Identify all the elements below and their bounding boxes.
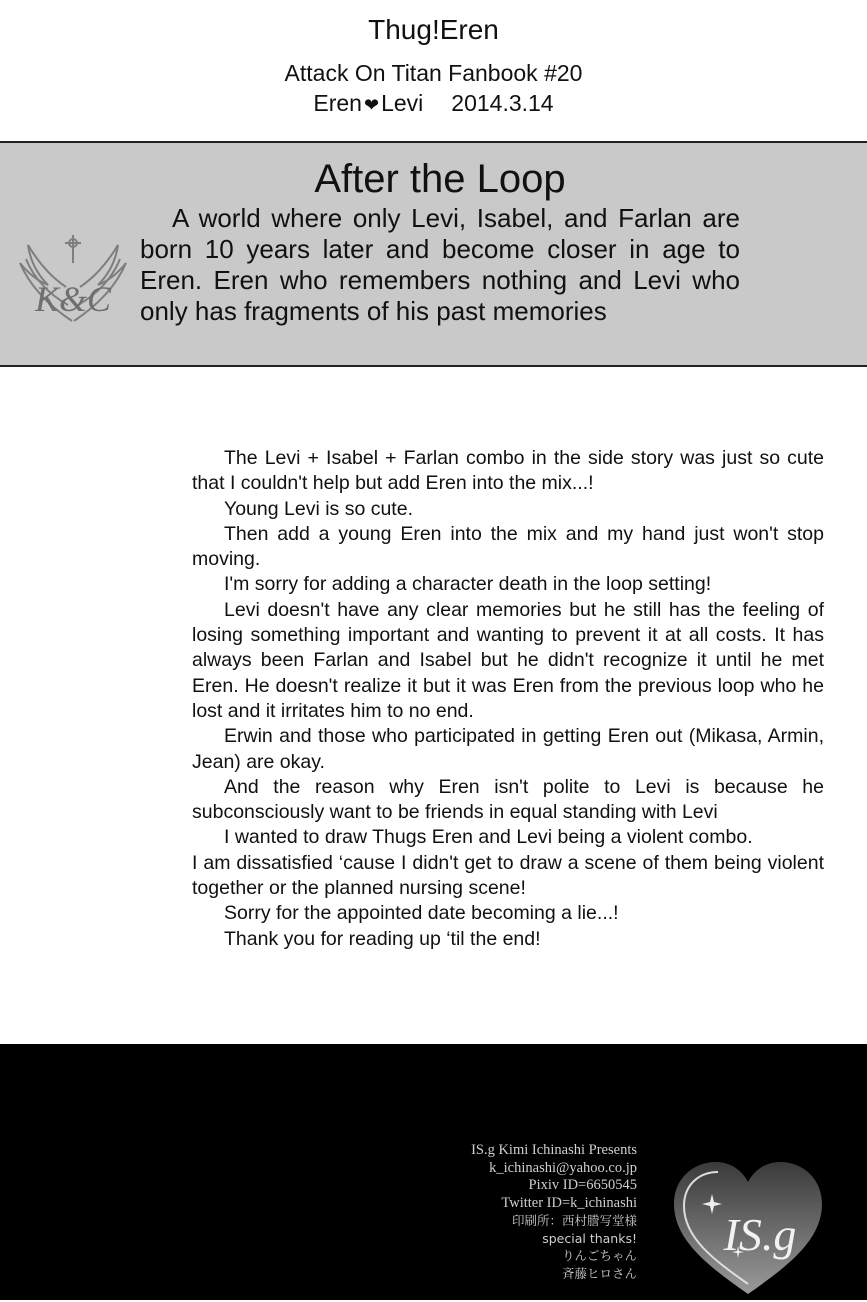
afterword-paragraph: Then add a young Eren into the mix and my hand just won't stop moving.: [192, 522, 824, 571]
isg-heart-logo-icon: [668, 1154, 828, 1302]
special-thanks-name: りんごちゃん: [561, 1248, 637, 1263]
pairing-left: Eren: [313, 90, 362, 116]
kc-emblem-icon: [14, 229, 132, 339]
credit-line: IS.g Kimi Ichinashi Presents: [471, 1142, 637, 1158]
book-subtitle: Attack On Titan Fanbook #20: [284, 60, 583, 86]
book-title: Thug!Eren: [368, 14, 499, 45]
credit-printer: 印刷所：西村謄写堂様: [511, 1213, 637, 1228]
afterword-text: [192, 446, 824, 952]
synopsis-text: [140, 203, 740, 327]
release-date: 2014.3.14: [451, 90, 554, 116]
heart-icon: ❤: [363, 95, 380, 115]
colophon-credits: [471, 1142, 637, 1282]
synopsis-band: [0, 141, 867, 367]
special-thanks-name: 斉藤ヒロさん: [561, 1265, 637, 1281]
afterword-paragraph: And the reason why Eren isn't polite to Levi is because he subconsciously want to be friends in equal standing with Levi: [192, 775, 824, 824]
synopsis-title: After the Loop: [314, 157, 566, 201]
special-thanks-label: special thanks!: [542, 1230, 637, 1246]
credit-pixiv: Pixiv ID=6650545: [528, 1177, 637, 1193]
afterword-paragraph: Levi doesn't have any clear memories but he still has the feeling of losing something important and wanting to prevent it at all costs. It has always been Farlan and Isabel but he didn't recognize it until he met Eren. He doesn't realize it but it was Eren from the previous loop who he lost and it irritates him to no end.: [192, 598, 824, 722]
colophon-footer: [0, 1044, 867, 1300]
afterword-paragraph: The Levi + Isabel + Farlan combo in the side story was just so cute that I couldn't help but add Eren into the mix...!: [192, 447, 824, 495]
credit-email: k_ichinashi@yahoo.co.jp: [489, 1159, 637, 1176]
logo-text: IS.g: [723, 1209, 797, 1260]
afterword-paragraph: I wanted to draw Thugs Eren and Levi being a violent combo.: [224, 826, 753, 849]
synopsis-paragraph: A world where only Levi, Isabel, and Farlan are born 10 years later and become closer in age to Eren. Eren who remembers nothing and Levi who only has fragments of his past memories: [140, 203, 740, 326]
afterword-paragraph: Erwin and those who participated in getting Eren out (Mikasa, Armin, Jean) are okay.: [192, 725, 824, 773]
afterword-paragraph: Sorry for the appointed date becoming a lie...!: [224, 902, 619, 925]
emblem-text: K&C: [34, 279, 112, 319]
afterword-paragraph: Thank you for reading up ‘til the end!: [224, 927, 541, 950]
pairing-right: Levi: [381, 90, 424, 116]
afterword-paragraph: I'm sorry for adding a character death in the loop setting!: [224, 573, 712, 596]
credit-twitter: Twitter ID=k_ichinashi: [501, 1194, 637, 1211]
afterword-paragraph: I am dissatisfied ‘cause I didn't get to draw a scene of them being violent together or the planned nursing scene!: [192, 851, 824, 900]
afterword-paragraph: Young Levi is so cute.: [224, 497, 413, 520]
pairing-date-line: [0, 90, 867, 117]
